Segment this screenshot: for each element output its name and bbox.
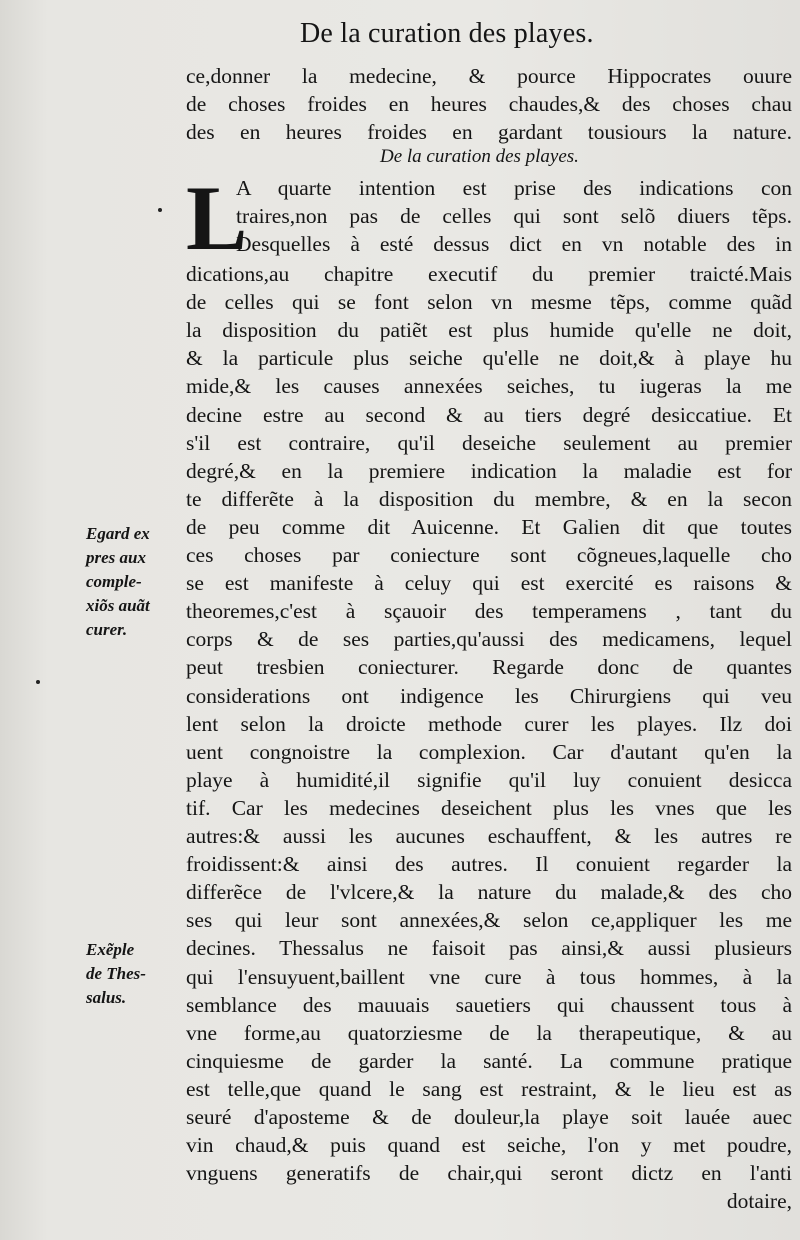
text-line: cinquiesme de garder la santé. La commune pratique bbox=[186, 1048, 792, 1073]
text-line: te differẽte à la disposition du membre, & en la secon bbox=[186, 486, 792, 511]
text-line: de choses froides en heures chaudes,& des choses chau bbox=[186, 92, 792, 116]
text-line: se est manifeste à celuy qui est exercité es raisons & bbox=[186, 571, 792, 596]
text-line: mide,& les causes annexées seiches, tu iugeras la me bbox=[186, 374, 792, 399]
margin-note-line: comple- bbox=[86, 572, 142, 591]
text-line: playe à humidité,il signifie qu'il luy conuient desicca bbox=[186, 767, 792, 792]
text-line: semblance des mauuais sauetiers qui chaussent tous à bbox=[186, 992, 792, 1017]
margin-note-thessalus bbox=[86, 938, 178, 1010]
text-line: tif. Car les medecines deseichent plus les vnes que les bbox=[186, 795, 792, 820]
text-line: decines. Thessalus ne faisoit pas ainsi,& aussi plusieurs bbox=[186, 936, 792, 961]
text-line: ses qui leur sont annexées,& selon ce,appliquer les me bbox=[186, 908, 792, 933]
text-line: s'il est contraire, qu'il deseiche seulement au premier bbox=[186, 430, 792, 455]
text-line: de celles qui se font selon vn mesme tẽps, comme quãd bbox=[186, 290, 792, 315]
text-line: theoremes,c'est à sçauoir des temperamens , tant du bbox=[186, 599, 792, 624]
text-line: vin chaud,& puis quand est seiche, l'on y met poudre, bbox=[186, 1133, 792, 1158]
text-line: froidissent:& ainsi des autres. Il conuient regarder la bbox=[186, 852, 792, 877]
text-line: vne forme,au quatorziesme de la therapeutique, & au bbox=[186, 1020, 792, 1045]
margin-note-line: curer. bbox=[86, 620, 128, 639]
text-line: decine estre au second & au tiers degré desiccatiue. Et bbox=[186, 402, 792, 427]
text-line: traires,non pas de celles qui sont selõ diuers tẽps. bbox=[236, 204, 792, 228]
margin-note-line: Exẽple bbox=[86, 940, 135, 959]
margin-note-line: Egard ex bbox=[86, 524, 150, 543]
text-line: & la particule plus seiche qu'elle ne doit,& à playe hu bbox=[186, 346, 792, 371]
text-line: lent selon la droicte methode curer les playes. Ilz doi bbox=[186, 711, 792, 736]
text-line: corps & de ses parties,qu'aussi des medicamens, lequel bbox=[186, 627, 792, 652]
text-line: la disposition du patiẽt est plus humide qu'elle ne doit, bbox=[186, 318, 792, 343]
text-line: considerations ont indigence les Chirurgiens qui veu bbox=[186, 683, 792, 708]
margin-note-complexions bbox=[86, 522, 178, 642]
text-line: Desquelles à esté dessus dict en vn notable des in bbox=[236, 232, 792, 256]
text-line: differẽce de l'vlcere,& la nature du malade,& des cho bbox=[186, 880, 792, 905]
text-line: est telle,que quand le sang est restraint, & le lieu est as bbox=[186, 1076, 792, 1101]
text-line: A quarte intention est prise des indications con bbox=[236, 176, 792, 200]
text-line: ces choses par coniecture sont cõgneues,laquelle cho bbox=[186, 543, 792, 567]
text-line: seuré d'aposteme & de douleur,la playe soit lauée auec bbox=[186, 1105, 792, 1129]
section-title: De la curation des playes. bbox=[380, 146, 579, 167]
running-head: De la curation des playes. bbox=[300, 18, 594, 49]
ink-speck bbox=[158, 208, 162, 212]
margin-note-line: pres aux bbox=[86, 548, 146, 567]
text-line: dotaire, bbox=[726, 1189, 792, 1214]
text-line: peut tresbien coniecturer. Regarde donc de quantes bbox=[186, 655, 792, 680]
text-line: dications,au chapitre executif du premier traicté.Mais bbox=[186, 262, 792, 286]
margin-note-line: de Thes- bbox=[86, 964, 146, 983]
text-line: vnguens generatifs de chair,qui seront dictz en l'anti bbox=[186, 1161, 792, 1186]
ink-speck bbox=[36, 680, 40, 684]
text-line: des en heures froides en gardant tousiours la nature. bbox=[186, 120, 792, 144]
text-line: degré,& en la premiere indication la maladie est for bbox=[186, 458, 792, 483]
text-line: ce,donner la medecine, & pource Hippocrates ouure bbox=[186, 64, 792, 88]
margin-note-line: xiõs auãt bbox=[86, 596, 150, 615]
margin-note-line: salus. bbox=[86, 988, 127, 1007]
drop-cap: L bbox=[186, 167, 248, 269]
text-line: uent congnoistre la complexion. Car d'autant qu'en la bbox=[186, 739, 792, 764]
text-line: autres:& aussi les aucunes eschauffent, & les autres re bbox=[186, 824, 792, 848]
text-line: qui l'ensuyuent,baillent vne cure à tous hommes, à la bbox=[186, 964, 792, 989]
text-line: de peu comme dit Auicenne. Et Galien dit que toutes bbox=[186, 514, 792, 539]
